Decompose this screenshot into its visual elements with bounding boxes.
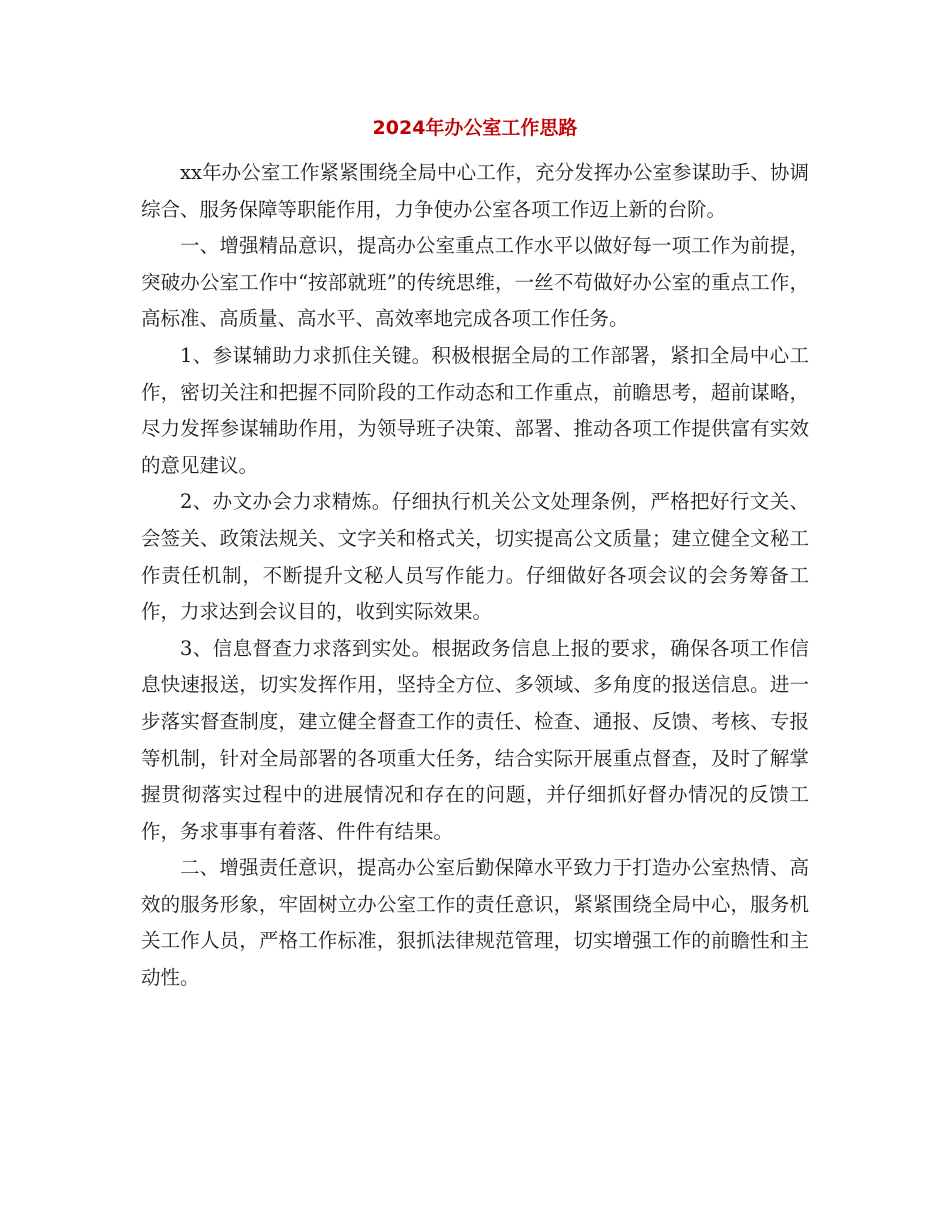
paragraph-item-2: 2、办文办会力求精炼。仔细执行机关公文处理条例，严格把好行文关、会签关、政策法规关、文字关和格式关，切实提高公文质量；建立健全文秘工作责任机制，不断提升文秘人员写作能力。仔细做好各项会议的会务筹备工作，力求达到会议目的，收到实际效果。 (141, 490, 809, 624)
paragraph-section-2: 二、增强责任意识，提高办公室后勤保障水平致力于打造办公室热情、高效的服务形象，牢固树立办公室工作的责任意识，紧紧围绕全局中心，服务机关工作人员，严格工作标准，狠抓法律规范管理，切实增强工作的前瞻性和主动性。 (141, 856, 809, 990)
document-title: 2024年办公室工作思路 (372, 117, 578, 139)
paragraph-intro: xx年办公室工作紧紧围绕全局中心工作，充分发挥办公室参谋助手、协调综合、服务保障等职能作用，力争使办公室各项工作迈上新的台阶。 (141, 161, 809, 221)
document-body (141, 155, 809, 997)
paragraph-item-3: 3、信息督查力求落到实处。根据政务信息上报的要求，确保各项工作信息快速报送，切实发挥作用，坚持全方位、多领域、多角度的报送信息。进一步落实督查制度，建立健全督查工作的责任、检查、通报、反馈、考核、专报等机制，针对全局部署的各项重大任务，结合实际开展重点督查，及时了解掌握贯彻落实过程中的进展情况和存在的问题，并仔细抓好督办情况的反馈工作，务求事事有着落、件件有结果。 (141, 636, 809, 843)
paragraph-item-1: 1、参谋辅助力求抓住关键。积极根据全局的工作部署，紧扣全局中心工作，密切关注和把握不同阶段的工作动态和工作重点，前瞻思考，超前谋略，尽力发挥参谋辅助作用，为领导班子决策、部署、推动各项工作提供富有实效的意见建议。 (141, 343, 809, 477)
paragraph-section-1: 一、增强精品意识，提高办公室重点工作水平以做好每一项工作为前提，突破办公室工作中“按部就班”的传统思维，一丝不苟做好办公室的重点工作，高标准、高质量、高水平、高效率地完成各项工作任务。 (141, 234, 809, 331)
